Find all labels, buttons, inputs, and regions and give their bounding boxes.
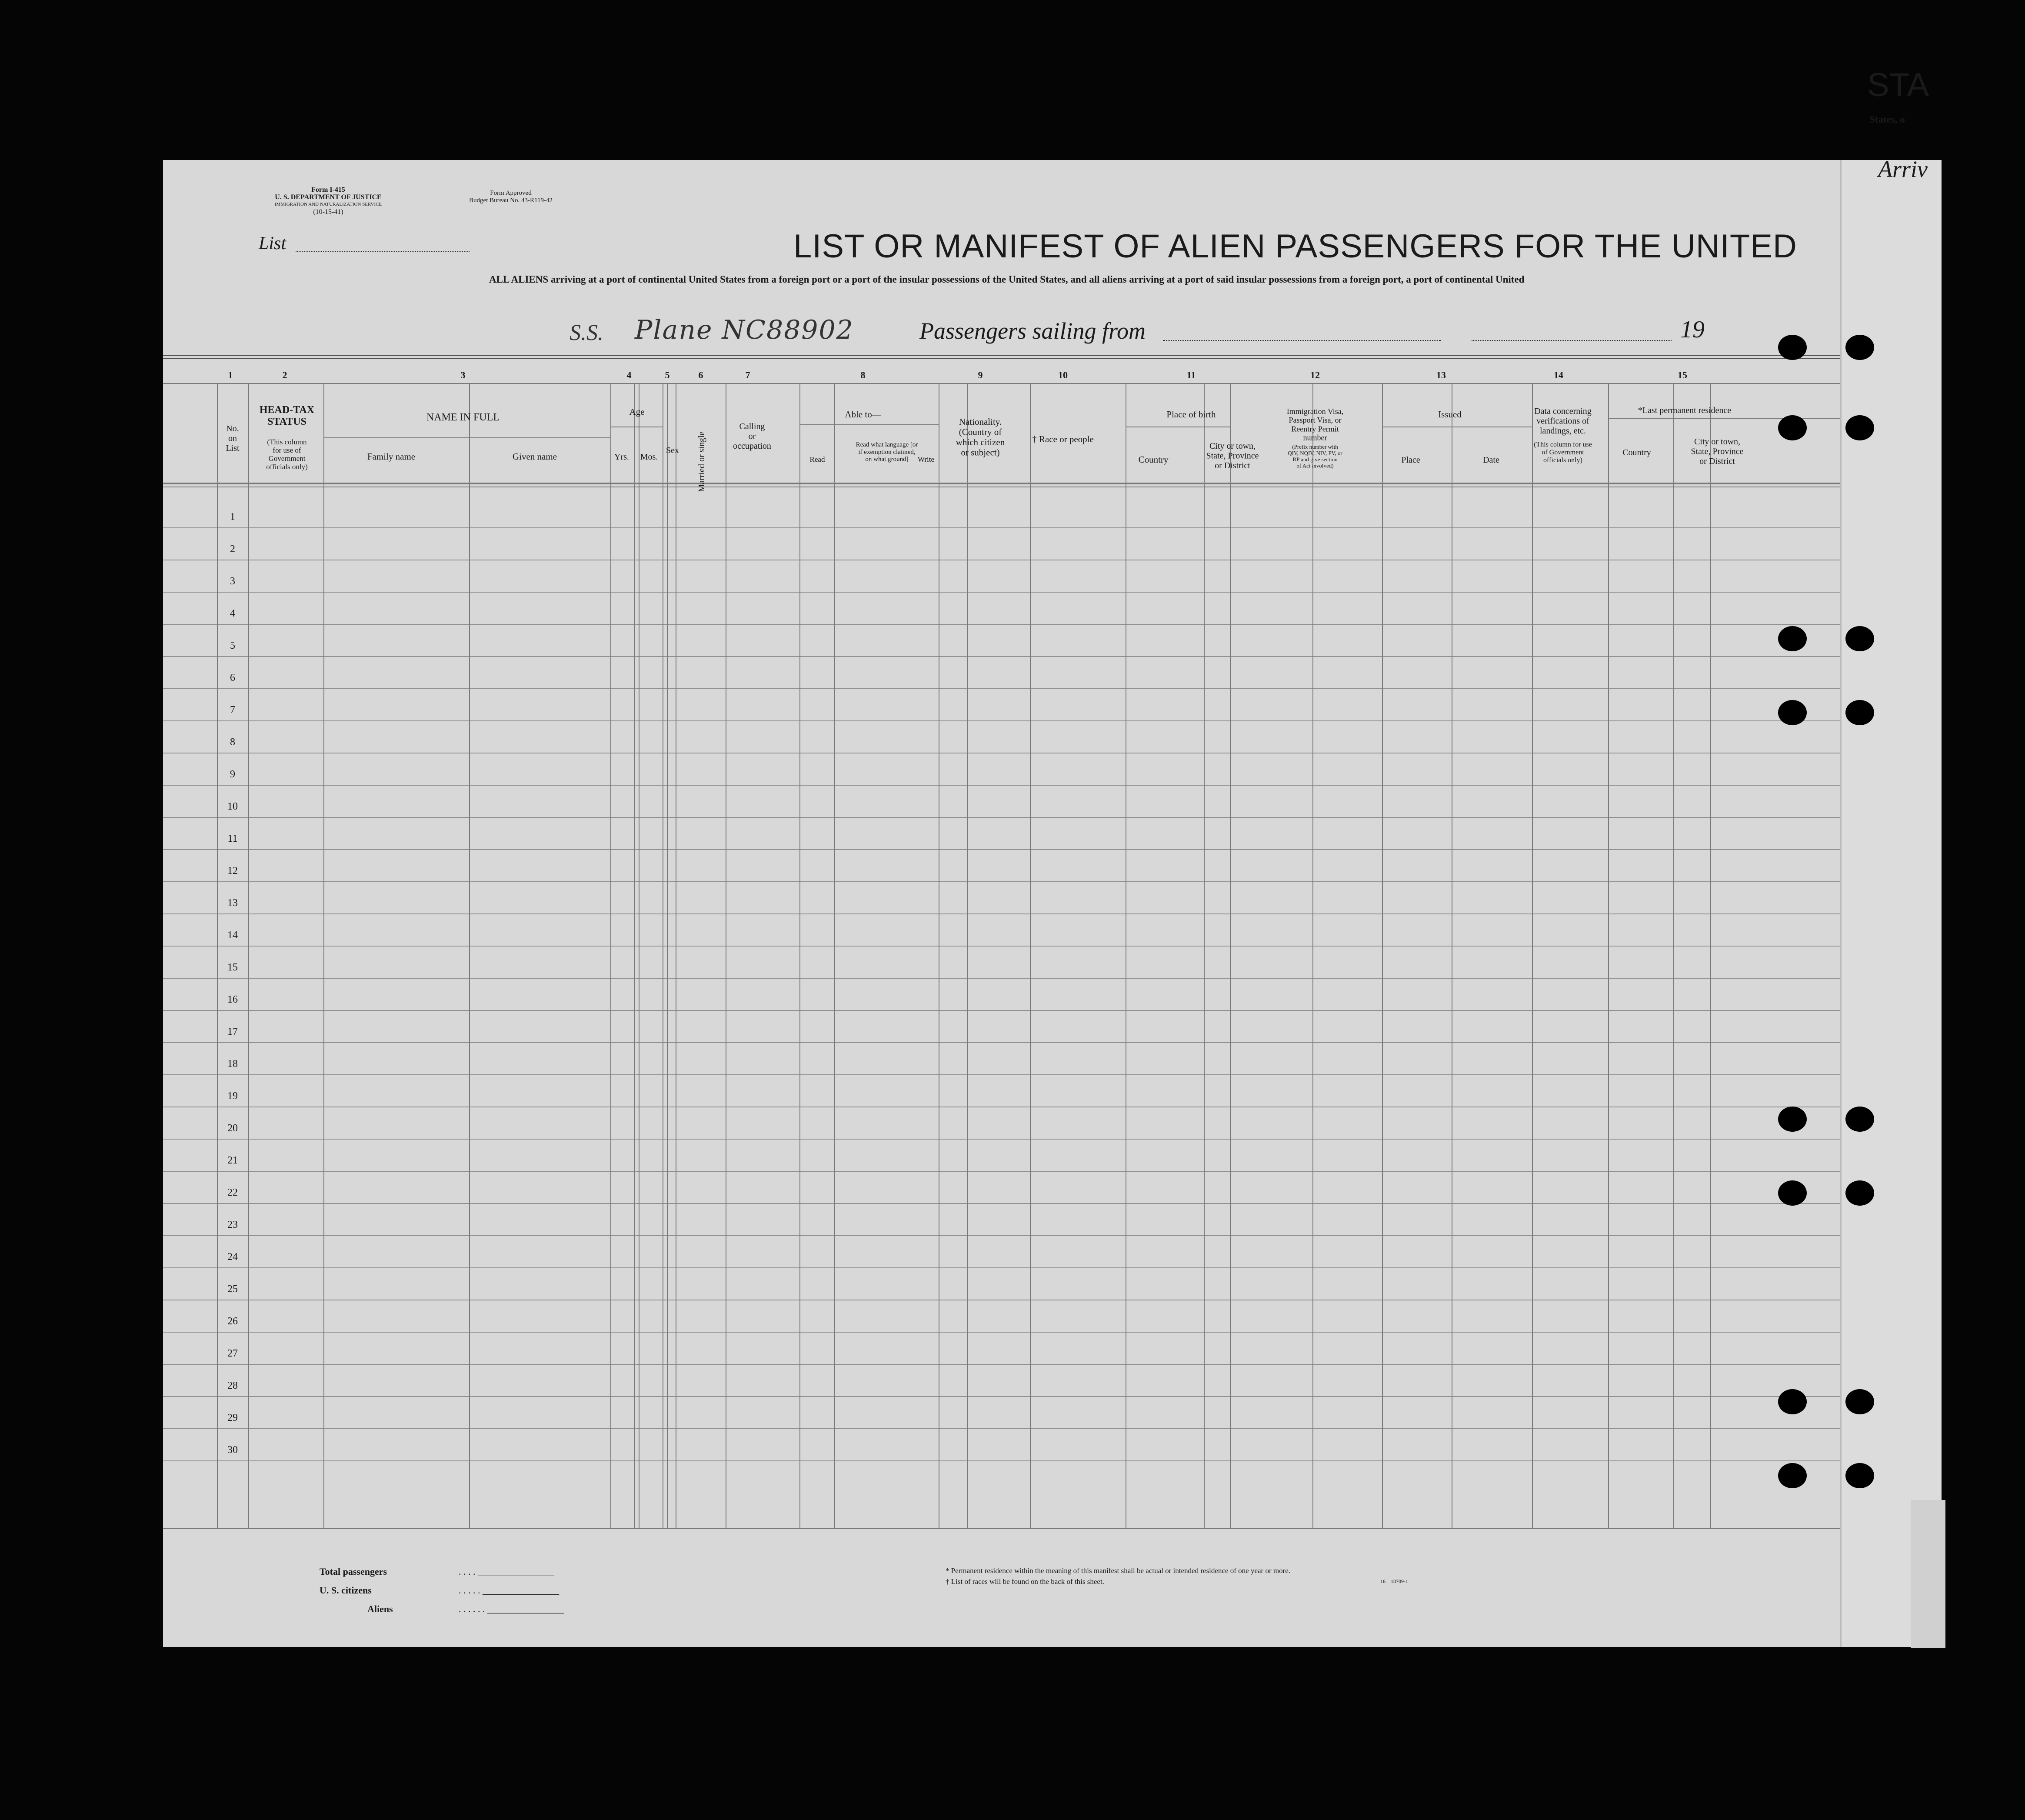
column-number-4: 4 [626, 370, 632, 380]
punch-hole [1778, 335, 1807, 360]
header-birth-city: State, Province [1206, 451, 1259, 461]
ss-handwritten-value: Plane NC88902 [635, 315, 854, 345]
row-number-22: 22 [227, 1187, 238, 1198]
header-immigration-visa: Immigration Visa, [1286, 407, 1344, 416]
manifest-grid [163, 362, 1911, 1529]
header-calling: or [748, 431, 756, 441]
row-number-13: 13 [227, 897, 238, 909]
header-visa-note: RP and give section [1292, 456, 1338, 463]
column-number-12: 12 [1310, 370, 1320, 380]
header-visa-note: of Act involved) [1296, 462, 1334, 469]
column-number-10: 10 [1058, 370, 1068, 380]
header-data-concerning: verifications of [1536, 416, 1589, 426]
column-number-2: 2 [282, 370, 287, 380]
footer-total-fields [459, 1562, 564, 1618]
header-nationality: (Country of [959, 427, 1002, 437]
header-rule-2 [163, 358, 1911, 359]
header-data-note: officials only) [1543, 456, 1582, 464]
form-approval: Form Approved Budget Bureau No. 43-R119-42 [469, 190, 553, 204]
header-family-name: Family name [367, 451, 416, 462]
row-number-8: 8 [230, 737, 235, 748]
column-number-14: 14 [1554, 370, 1563, 380]
list-number-field[interactable] [296, 251, 470, 252]
arriving-fragment: Arriv [1878, 156, 1928, 182]
total-passengers-label: Total passengers [320, 1566, 387, 1577]
header-married-single: Married or single [697, 431, 706, 492]
header-write: Write [917, 455, 935, 463]
punch-hole [1845, 1107, 1874, 1132]
row-number-9: 9 [230, 769, 235, 780]
header-age: Age [629, 407, 645, 417]
punch-hole [1845, 1463, 1874, 1488]
row-number-10: 10 [227, 801, 238, 812]
manifest-sheet [163, 160, 1911, 1647]
punch-hole [1845, 1389, 1874, 1414]
header-residence-country: Country [1622, 448, 1651, 457]
header-name-in-full: NAME IN FULL [426, 412, 500, 423]
header-head-tax: STATUS [267, 416, 306, 427]
header-yrs: Yrs. [614, 452, 629, 462]
header-head-tax-note: officials only) [266, 463, 308, 471]
header-data-note: of Government [1542, 448, 1584, 456]
row-number-12: 12 [227, 865, 238, 877]
header-no-on-list: on [228, 433, 237, 443]
header-calling: Calling [739, 422, 765, 431]
row-number-20: 20 [227, 1123, 238, 1134]
sailing-date-field[interactable] [1472, 340, 1672, 341]
column-number-8: 8 [860, 370, 866, 380]
header-visa-note: (Prefix number with [1292, 443, 1338, 450]
header-immigration-visa: Reentry Permit [1291, 424, 1339, 433]
header-nationality: Nationality. [959, 417, 1002, 427]
row-number-11: 11 [227, 833, 238, 844]
punch-hole [1845, 700, 1874, 725]
header-birth-city: City or town, [1209, 441, 1256, 451]
header-issued-date: Date [1483, 455, 1499, 465]
row-number-16: 16 [227, 994, 238, 1005]
footer-totals [320, 1562, 393, 1618]
punch-hole [1778, 1463, 1807, 1488]
year-label: 19 [1680, 316, 1705, 343]
column-number-3: 3 [460, 370, 466, 380]
punch-hole [1845, 626, 1874, 651]
header-visa-note: QIV, NQIV, NIV, PV, or [1288, 450, 1342, 457]
row-number-15: 15 [227, 962, 238, 973]
punch-hole [1778, 415, 1807, 440]
footnote-races: † List of races will be found on the back of this sheet. [946, 1577, 1104, 1586]
row-number-2: 2 [230, 543, 235, 555]
row-number-7: 7 [230, 704, 235, 716]
sailing-from-label: Passengers sailing from [919, 318, 1146, 344]
row-number-29: 29 [227, 1412, 238, 1423]
us-citizens-label: U. S. citizens [320, 1585, 372, 1596]
header-no-on-list: No. [226, 424, 239, 433]
row-number-1: 1 [230, 511, 235, 523]
punch-hole [1778, 1107, 1807, 1132]
header-data-note: (This column for use [1534, 441, 1592, 448]
punch-hole [1778, 1389, 1807, 1414]
header-sex: Sex [666, 446, 679, 455]
header-residence-city: or District [1699, 456, 1735, 466]
row-number-30: 30 [227, 1444, 238, 1456]
next-sheet-edge [1840, 160, 1942, 1647]
header-data-concerning: Data concerning [1534, 407, 1592, 416]
ss-label: S.S. [570, 320, 603, 345]
punch-hole [1778, 700, 1807, 725]
column-number-11: 11 [1186, 370, 1196, 380]
header-birth-city: or District [1215, 460, 1250, 470]
row-number-25: 25 [227, 1283, 238, 1295]
header-residence-city: City or town, [1694, 437, 1741, 447]
row-number-28: 28 [227, 1380, 238, 1391]
header-given-name: Given name [512, 451, 557, 462]
us-citizens-field[interactable]: . . . . . ________________ [459, 1585, 559, 1596]
header-no-on-list: List [226, 443, 240, 453]
header-nationality: or subject) [961, 447, 1000, 458]
sailing-port-field[interactable] [1163, 340, 1441, 341]
footnote-residence: * Permanent residence within the meaning of this manifest shall be actual or intended residence of one year or more. [946, 1567, 1291, 1575]
row-number-14: 14 [227, 930, 238, 941]
row-number-6: 6 [230, 672, 235, 683]
header-read-what-language: Read what language [or [856, 441, 918, 448]
row-number-23: 23 [227, 1219, 238, 1230]
punch-hole [1778, 1180, 1807, 1206]
next-sheet-corner [1911, 1500, 1945, 1648]
column-number-6: 6 [698, 370, 703, 380]
header-calling: occupation [733, 441, 771, 451]
header-immigration-visa: Passport Visa, or [1289, 416, 1342, 425]
aliens-field[interactable]: . . . . . . ________________ [459, 1603, 564, 1614]
header-rule [163, 355, 1911, 356]
row-number-3: 3 [230, 576, 235, 587]
header-read: Read [809, 455, 825, 463]
header-birth-country: Country [1138, 454, 1169, 465]
column-number-1: 1 [228, 370, 233, 380]
header-place-of-birth: Place of birth [1166, 409, 1216, 420]
column-number-9: 9 [978, 370, 983, 380]
row-number-19: 19 [227, 1090, 238, 1102]
title-fragment: STA [1867, 67, 1929, 103]
header-last-residence: *Last permanent residence [1638, 406, 1732, 415]
row-number-18: 18 [227, 1058, 238, 1070]
header-read-what-language: if exemption claimed, [858, 448, 916, 456]
total-passengers-field[interactable]: . . . . ________________ [459, 1566, 554, 1577]
subtitle-fragment: States, o [1869, 114, 1905, 125]
header-read-what-language: on what ground] [865, 456, 909, 463]
column-number-5: 5 [665, 370, 670, 380]
row-number-17: 17 [227, 1026, 238, 1037]
row-number-5: 5 [230, 640, 235, 651]
page-title: LIST OR MANIFEST OF ALIEN PASSENGERS FOR THE UNITED [793, 228, 1797, 265]
row-number-24: 24 [227, 1251, 238, 1263]
header-head-tax-note: Government [268, 454, 306, 463]
header-issued-place: Place [1401, 455, 1420, 465]
header-head-tax: HEAD-TAX [259, 404, 315, 416]
punch-hole [1845, 335, 1874, 360]
row-number-26: 26 [227, 1316, 238, 1327]
header-nationality: which citizen [956, 437, 1005, 448]
header-able-to: Able to— [845, 409, 881, 420]
print-code: 16—18709-1 [1380, 1578, 1408, 1584]
punch-hole [1845, 415, 1874, 440]
punch-hole [1845, 1180, 1874, 1206]
header-race: † Race or people [1032, 434, 1094, 444]
aliens-label: Aliens [367, 1603, 393, 1614]
header-mos: Mos. [640, 452, 658, 462]
row-number-27: 27 [227, 1348, 238, 1359]
footnotes [946, 1565, 1290, 1587]
header-issued: Issued [1438, 409, 1462, 420]
form-identifier: Form I-415 U. S. DEPARTMENT OF JUSTICE IMMIGRATION AND NATURALIZATION SERVICE (10-15-41) [274, 186, 382, 216]
header-head-tax-note: (This column [267, 438, 307, 446]
column-number-7: 7 [745, 370, 750, 380]
header-head-tax-note: for use of [273, 446, 301, 455]
header-residence-city: State, Province [1691, 447, 1744, 457]
punch-hole [1778, 626, 1807, 651]
page-subtitle: ALL ALIENS arriving at a port of continental United States from a foreign port or a port of the insular possessions of the United States, and all aliens arriving at a port of said insular possessions from a foreign port, a port of continental United [489, 274, 1525, 285]
header-data-concerning: landings, etc. [1539, 426, 1586, 436]
row-number-21: 21 [227, 1155, 238, 1166]
header-immigration-visa: number [1303, 433, 1327, 442]
column-number-15: 15 [1678, 370, 1687, 380]
column-number-13: 13 [1436, 370, 1446, 380]
row-number-4: 4 [230, 608, 235, 619]
list-label: List [259, 233, 286, 253]
